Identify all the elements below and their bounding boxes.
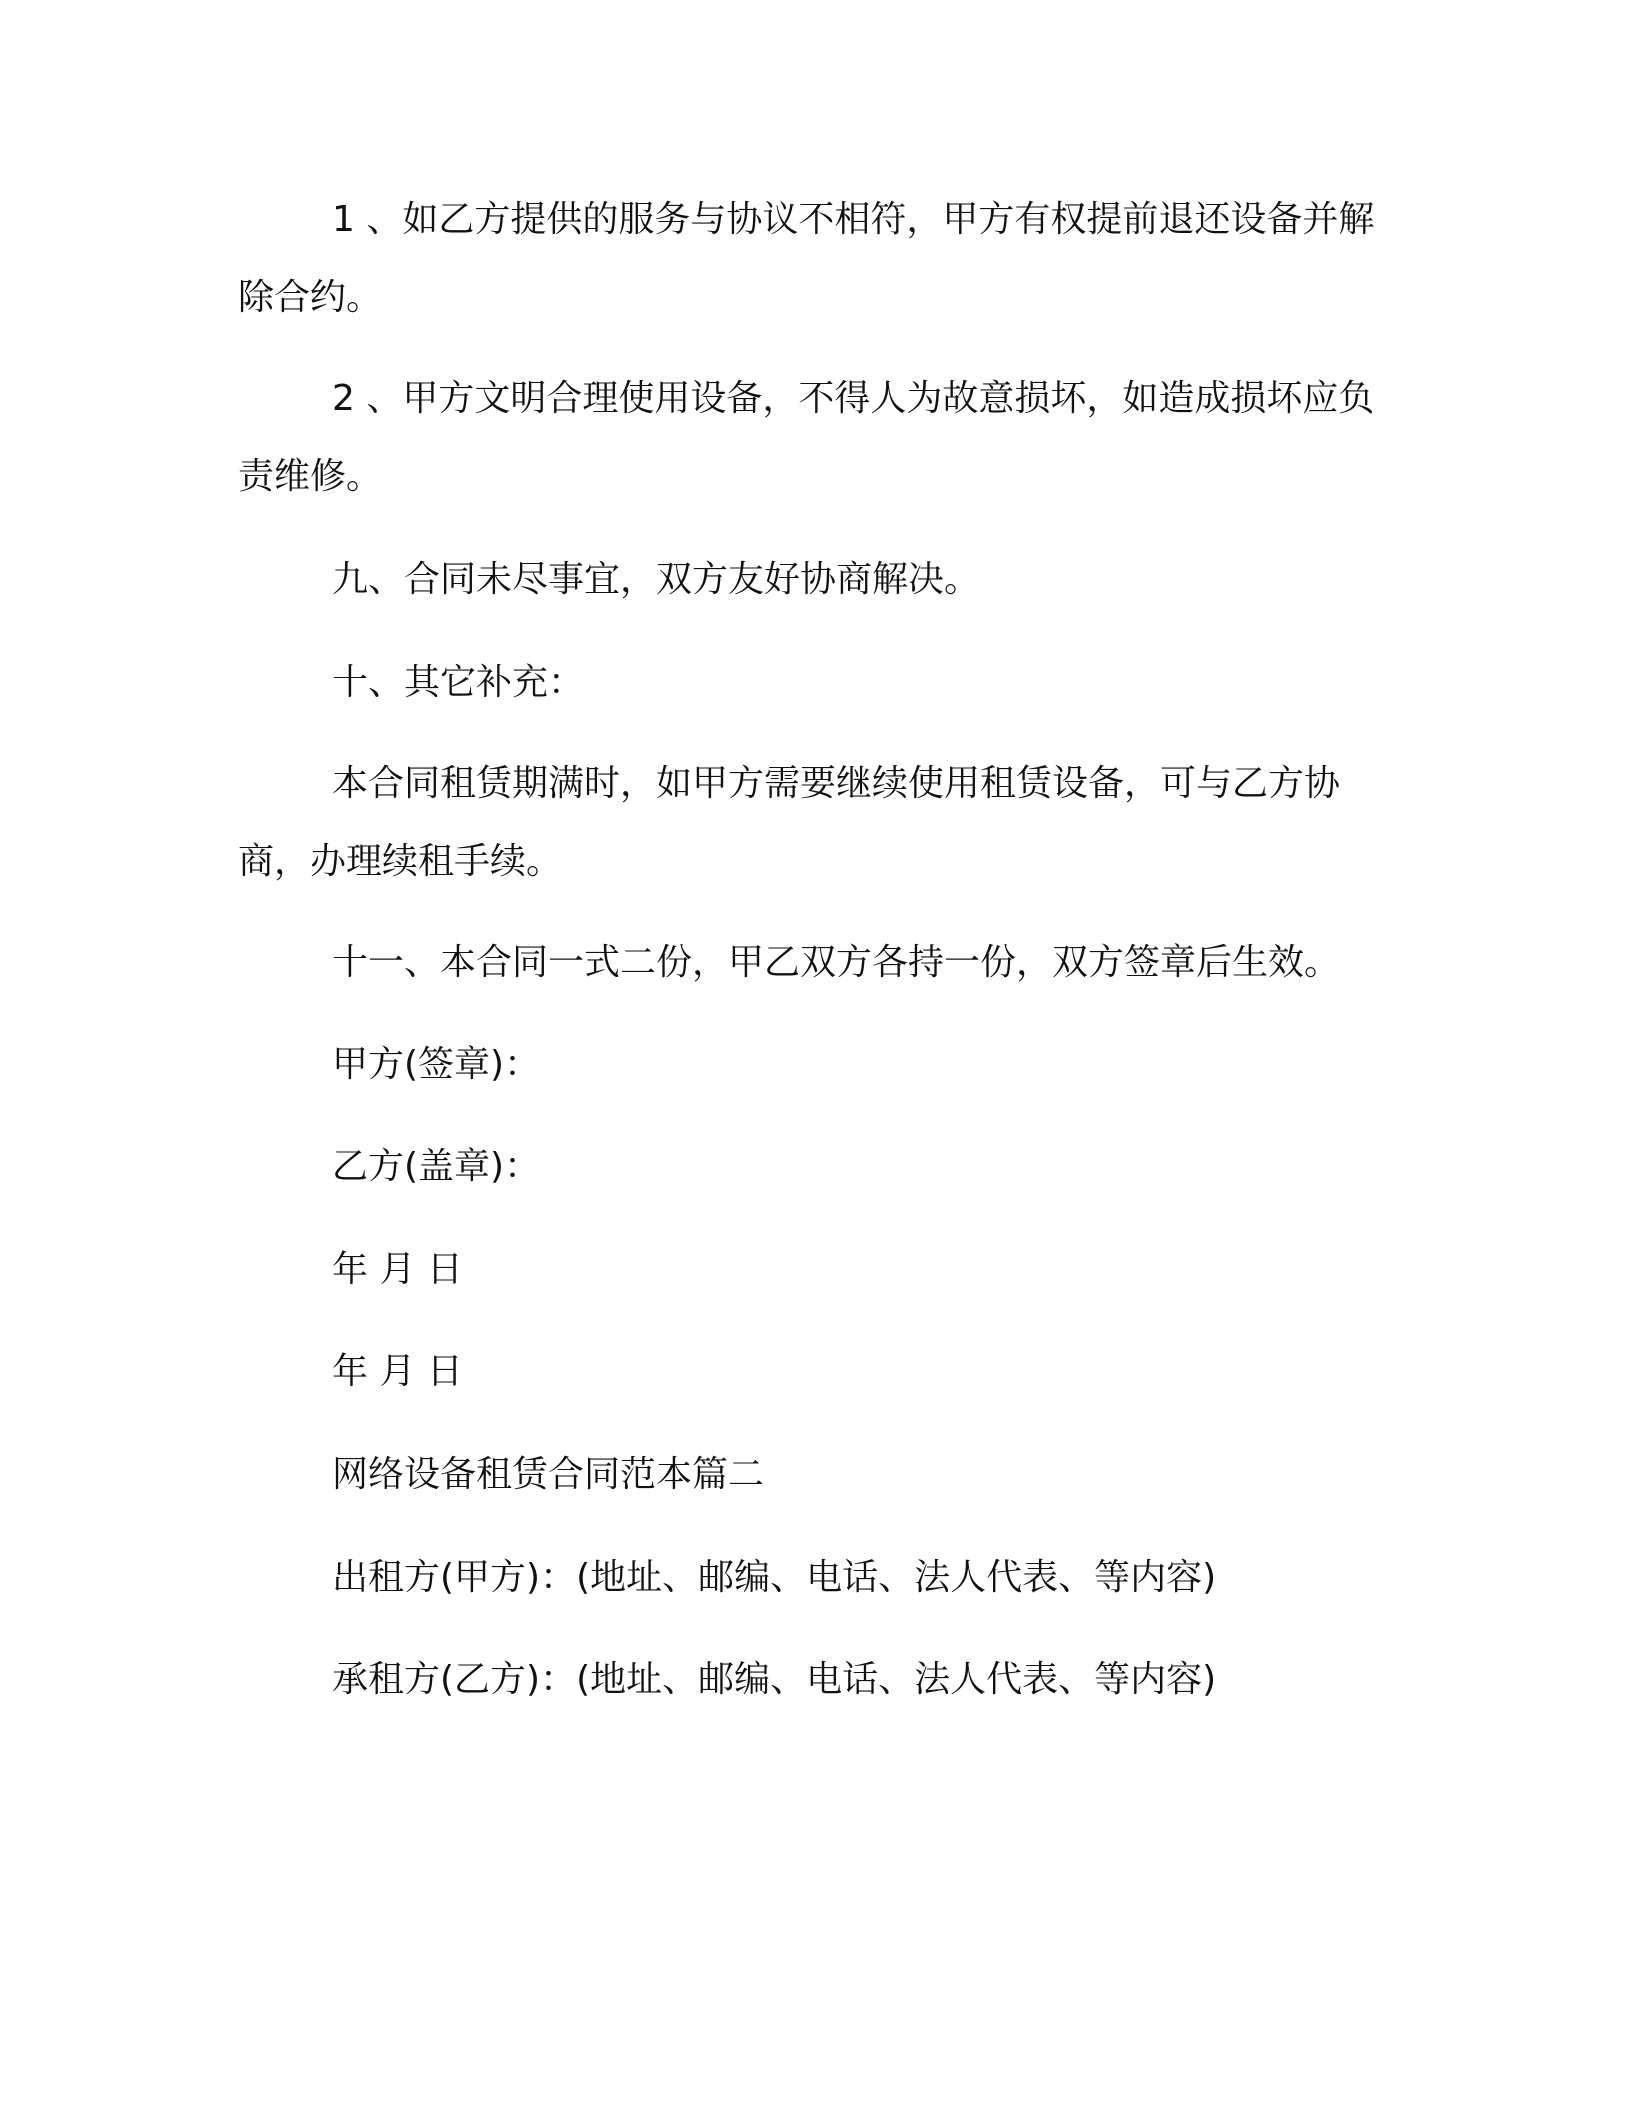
signature-line-party-b: 乙方(盖章)： — [332, 1146, 541, 1187]
signature-line-party-a: 甲方(签章)： — [332, 1044, 541, 1085]
clause-heading: 十、其它补充： — [332, 662, 585, 703]
clause-paragraph: 2 、甲方文明合理使用设备，不得人为故意损坏，如造成损坏应负责维修。 — [238, 378, 1375, 497]
lessor-info-line: 出租方(甲方)：(地址、邮编、电话、法人代表、等内容) — [332, 1557, 1217, 1598]
clause-paragraph: 本合同租赁期满时，如甲方需要继续使用租赁设备，可与乙方协商，办理续租手续。 — [238, 763, 1341, 882]
clause-paragraph: 十一、本合同一式二份，甲乙双方各持一份，双方签章后生效。 — [332, 942, 1341, 983]
lessee-info-line: 承租方(乙方)：(地址、邮编、电话、法人代表、等内容) — [332, 1659, 1217, 1700]
date-line: 年 月 日 — [332, 1351, 463, 1392]
clause-paragraph: 1 、如乙方提供的服务与协议不相符，甲方有权提前退还设备并解除合约。 — [238, 199, 1375, 318]
date-line: 年 月 日 — [332, 1249, 463, 1290]
section-title: 网络设备租赁合同范本篇二 — [332, 1454, 765, 1495]
clause-paragraph: 九、合同未尽事宜，双方友好协商解决。 — [332, 559, 981, 600]
